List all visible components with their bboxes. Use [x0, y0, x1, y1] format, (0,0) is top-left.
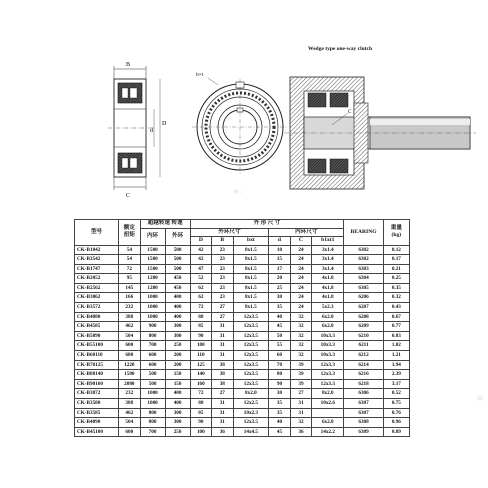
cell-model: CK-B1747 [75, 264, 119, 274]
cell-inner-speed: 1000 [140, 312, 165, 322]
cell-d: 30 [269, 389, 290, 399]
cell-b1xt1: 4x1.8 [312, 274, 344, 284]
cell-bxt: 8x1.5 [233, 274, 269, 284]
cell-inner-speed: 1000 [140, 399, 165, 409]
cell-C: 24 [290, 274, 311, 284]
cell-model: CK-B3542 [75, 255, 119, 265]
cell-B: 23 [212, 283, 233, 293]
table-row [75, 303, 410, 313]
cell-weight: 0.77 [383, 322, 409, 332]
cell-C: 39 [290, 379, 311, 389]
cell-bxt: 12x3.5 [233, 351, 269, 361]
cell-weight: 0.96 [383, 418, 409, 428]
cell-B: 31 [212, 399, 233, 409]
cell-outer-speed: 500 [165, 245, 190, 255]
table-row [75, 379, 410, 389]
cell-d: 60 [269, 351, 290, 361]
cell-D: 62 [190, 283, 211, 293]
table-row [75, 245, 410, 255]
cell-model: CK-B4090 [75, 418, 119, 428]
cell-model: CK-B55100 [75, 341, 119, 351]
cell-model: CK-B45100 [75, 427, 119, 437]
cell-C: 32 [290, 341, 311, 351]
cell-torque: 145 [119, 283, 140, 293]
cell-weight: 0.76 [383, 408, 409, 418]
cell-B: 23 [212, 264, 233, 274]
cell-B: 27 [212, 303, 233, 313]
cell-torque: 95 [119, 274, 140, 284]
cell-B: 31 [212, 351, 233, 361]
cell-b1xt1: 10x2.6 [312, 399, 344, 409]
header-outer-ring: 外环 [165, 228, 190, 245]
cell-b1xt1: 10x3.3 [312, 341, 344, 351]
cell-b1xt1: 5x2.3 [312, 303, 344, 313]
cell-bearing: 6218 [344, 379, 383, 389]
cell-outer-speed: 200 [165, 351, 190, 361]
cell-inner-speed: 800 [140, 418, 165, 428]
cell-b1xt1: 12x3.3 [312, 360, 344, 370]
cell-inner-speed: 700 [140, 427, 165, 437]
cell-bxt: 8x1.5 [233, 264, 269, 274]
cell-B: 31 [212, 418, 233, 428]
cell-model: CK-B70125 [75, 360, 119, 370]
table-row [75, 427, 410, 437]
cell-bxt: 8x1.5 [233, 293, 269, 303]
cell-weight: 0.43 [383, 303, 409, 313]
table-row [75, 283, 410, 293]
header-model: 型号 [75, 220, 119, 246]
cell-d: 15 [269, 255, 290, 265]
cell-C: 36 [290, 427, 311, 437]
installation-view [284, 77, 476, 189]
cell-bearing: 6303 [344, 264, 383, 274]
cell-model: CK-B3572 [75, 303, 119, 313]
cell-bxt: 12x3.5 [233, 379, 269, 389]
cell-C: 31 [290, 399, 311, 409]
header-torque-line2: 扭矩 [123, 232, 135, 239]
cell-weight: 1.94 [383, 360, 409, 370]
header-col-C: C [290, 237, 311, 246]
cell-b1xt1: 6x2.8 [312, 322, 344, 332]
cell-torque: 504 [119, 418, 140, 428]
header-col-B: B [212, 237, 233, 246]
cell-B: 38 [212, 360, 233, 370]
cell-torque: 388 [119, 399, 140, 409]
cell-C: 32 [290, 322, 311, 332]
cell-torque: 2080 [119, 379, 140, 389]
cell-torque: 232 [119, 389, 140, 399]
cell-bearing: 6302 [344, 255, 383, 265]
cell-outer-speed: 300 [165, 418, 190, 428]
dim-label-B: B [126, 62, 131, 68]
header-torque-line1: 额定 [123, 224, 135, 231]
cell-B: 23 [212, 255, 233, 265]
cell-torque: 600 [119, 341, 140, 351]
watermark-label: 图二 [234, 189, 242, 194]
table-row [75, 293, 410, 303]
cell-weight: 1.02 [383, 341, 409, 351]
cell-weight: 0.21 [383, 264, 409, 274]
table-row [75, 370, 410, 380]
cell-inner-speed: 500 [140, 379, 165, 389]
cell-b1xt1: 3x1.4 [312, 264, 344, 274]
cell-torque: 54 [119, 245, 140, 255]
cell-inner-speed: 800 [140, 408, 165, 418]
cell-outer-speed: 400 [165, 312, 190, 322]
header-col-b1xt1: b1xt1 [312, 237, 344, 246]
cell-bxt: 8x2.0 [233, 389, 269, 399]
cell-D: 90 [190, 418, 211, 428]
cell-bxt: 14x4.5 [233, 427, 269, 437]
cell-B: 27 [212, 389, 233, 399]
cell-inner-speed: 1200 [140, 274, 165, 284]
cell-C: 32 [290, 418, 311, 428]
cell-weight: 2.39 [383, 370, 409, 380]
cell-B: 31 [212, 408, 233, 418]
header-torque [119, 220, 140, 246]
cell-D: 42 [190, 245, 211, 255]
cell-weight: 0.75 [383, 399, 409, 409]
table-row [75, 322, 410, 332]
cell-torque: 232 [119, 303, 140, 313]
cell-outer-speed: 400 [165, 399, 190, 409]
cell-bearing: 6305 [344, 283, 383, 293]
cell-C: 39 [290, 360, 311, 370]
cell-D: 52 [190, 274, 211, 284]
edge-mark [477, 395, 483, 401]
cell-bearing: 6309 [344, 427, 383, 437]
dim-label-C-install: C [348, 110, 352, 115]
dim-label-d: d [150, 128, 153, 134]
cell-model: CK-B90160 [75, 379, 119, 389]
cell-outer-speed: 300 [165, 331, 190, 341]
cell-C: 32 [290, 331, 311, 341]
cell-bxt: 12x3.5 [233, 341, 269, 351]
cell-bearing: 6306 [344, 389, 383, 399]
cell-inner-speed: 1000 [140, 303, 165, 313]
cell-torque: 1580 [119, 370, 140, 380]
cell-b1xt1: 4x1.8 [312, 283, 344, 293]
cell-C: 24 [290, 264, 311, 274]
cell-d: 35 [269, 399, 290, 409]
cell-inner-speed: 1000 [140, 389, 165, 399]
table-row [75, 418, 410, 428]
cell-inner-speed: 600 [140, 360, 165, 370]
cell-inner-speed: 1500 [140, 264, 165, 274]
cell-b1xt1 [312, 408, 344, 418]
header-bearing: BEARING [344, 220, 383, 246]
header-weight [383, 220, 409, 246]
cell-C: 27 [290, 389, 311, 399]
cell-inner-speed: 1200 [140, 283, 165, 293]
cell-C: 32 [290, 351, 311, 361]
cell-torque: 504 [119, 331, 140, 341]
cell-model: CK-B4585 [75, 322, 119, 332]
table-row [75, 351, 410, 361]
cell-outer-speed: 200 [165, 360, 190, 370]
cell-B: 38 [212, 370, 233, 380]
cell-outer-speed: 400 [165, 293, 190, 303]
cell-bxt: 10x2.3 [233, 408, 269, 418]
cell-B: 31 [212, 322, 233, 332]
cell-B: 38 [212, 379, 233, 389]
cell-b1xt1: 6x2.8 [312, 312, 344, 322]
cell-bearing: 6307 [344, 408, 383, 418]
cell-C: 24 [290, 283, 311, 293]
cell-outer-speed: 400 [165, 389, 190, 399]
cell-B: 23 [212, 245, 233, 255]
cell-model: CK-B3072 [75, 389, 119, 399]
cell-model: CK-B3062 [75, 293, 119, 303]
table-row [75, 312, 410, 322]
cell-d: 55 [269, 341, 290, 351]
cell-bearing: 6302 [344, 245, 383, 255]
cell-B: 31 [212, 331, 233, 341]
cell-inner-speed: 1000 [140, 293, 165, 303]
cell-bearing: 6208 [344, 312, 383, 322]
table-row [75, 408, 410, 418]
cell-torque: 600 [119, 427, 140, 437]
cell-bearing: 6211 [344, 341, 383, 351]
cell-B: 31 [212, 341, 233, 351]
cell-d: 35 [269, 408, 290, 418]
cell-inner-speed: 700 [140, 341, 165, 351]
cell-outer-speed: 500 [165, 255, 190, 265]
header-col-D: D [190, 237, 211, 246]
table-row [75, 399, 410, 409]
cell-d: 25 [269, 283, 290, 293]
cell-outer-speed: 300 [165, 408, 190, 418]
cell-bxt: 8x1.5 [233, 255, 269, 265]
cell-torque: 54 [119, 255, 140, 265]
dim-label-D: D [162, 121, 167, 127]
cell-D: 160 [190, 379, 211, 389]
cell-model: CK-B5090 [75, 331, 119, 341]
cell-D: 110 [190, 351, 211, 361]
cell-inner-speed: 900 [140, 322, 165, 332]
spec-sheet [74, 219, 488, 448]
header-outer-ring-size: 外环尺寸 [190, 228, 269, 237]
cell-b1xt1: 3x1.4 [312, 255, 344, 265]
cell-bxt: 12x3.5 [233, 418, 269, 428]
cell-D: 80 [190, 399, 211, 409]
cell-model: CK-B4080 [75, 312, 119, 322]
cell-d: 40 [269, 418, 290, 428]
cell-bxt: 8x1.5 [233, 283, 269, 293]
cell-b1xt1: 10x3.3 [312, 351, 344, 361]
cell-torque: 462 [119, 408, 140, 418]
cell-outer-speed: 250 [165, 427, 190, 437]
cell-D: 80 [190, 312, 211, 322]
cell-d: 80 [269, 370, 290, 380]
cell-D: 100 [190, 427, 211, 437]
cell-bearing: 6207 [344, 303, 383, 313]
cell-d: 90 [269, 379, 290, 389]
cell-model: CK-B3580 [75, 399, 119, 409]
drawing-caption: Wedge type one-way clutch [308, 46, 373, 52]
cell-C: 24 [290, 293, 311, 303]
table-row [75, 389, 410, 399]
cell-b1xt1: 10x3.3 [312, 331, 344, 341]
cell-bxt: 8x1.5 [233, 245, 269, 255]
cell-weight: 3.17 [383, 379, 409, 389]
cell-torque: 166 [119, 293, 140, 303]
table-row [75, 274, 410, 284]
cell-D: 42 [190, 255, 211, 265]
header-dimensions: 外 形 尺 寸 [190, 220, 344, 229]
cell-weight: 0.67 [383, 312, 409, 322]
cell-D: 125 [190, 360, 211, 370]
table-row [75, 341, 410, 351]
cell-d: 17 [269, 264, 290, 274]
header-inner-ring-size: 内环尺寸 [269, 228, 344, 237]
header-overrun-speed: 超越转速 转速 [140, 220, 190, 229]
cell-D: 72 [190, 389, 211, 399]
cell-weight: 0.83 [383, 331, 409, 341]
cell-d: 50 [269, 331, 290, 341]
cell-C: 24 [290, 303, 311, 313]
cell-b1xt1: 8x2.0 [312, 389, 344, 399]
cell-d: 70 [269, 360, 290, 370]
cell-torque: 680 [119, 351, 140, 361]
cell-d: 45 [269, 322, 290, 332]
table-row [75, 331, 410, 341]
cell-bearing: 6216 [344, 370, 383, 380]
cell-b1xt1: 6x2.8 [312, 418, 344, 428]
cell-bearing: 6307 [344, 399, 383, 409]
cell-B: 23 [212, 293, 233, 303]
cell-weight: 1.21 [383, 351, 409, 361]
cell-d: 40 [269, 312, 290, 322]
header-col-bxt: bxt [233, 237, 269, 246]
cell-D: 85 [190, 322, 211, 332]
cell-bearing: 6209 [344, 322, 383, 332]
cell-bxt: 12x3.5 [233, 331, 269, 341]
cell-outer-speed: 450 [165, 283, 190, 293]
cell-bearing: 6308 [344, 418, 383, 428]
cell-bxt: 12x3.5 [233, 322, 269, 332]
cell-b1xt1: 12x3.3 [312, 379, 344, 389]
technical-drawings [108, 55, 480, 205]
cell-outer-speed: 300 [165, 322, 190, 332]
cell-outer-speed: 250 [165, 341, 190, 351]
table-row [75, 360, 410, 370]
cell-bxt: 12x3.5 [233, 370, 269, 380]
table-row [75, 264, 410, 274]
cell-C: 24 [290, 255, 311, 265]
cell-bearing: 6212 [344, 351, 383, 361]
cell-b1xt1: 3x1.4 [312, 245, 344, 255]
dim-label-C: C [126, 193, 131, 199]
cell-outer-speed: 400 [165, 303, 190, 313]
header-col-d: d [269, 237, 290, 246]
cell-torque: 462 [119, 322, 140, 332]
cell-inner-speed: 800 [140, 331, 165, 341]
cell-D: 47 [190, 264, 211, 274]
cell-weight: 0.89 [383, 427, 409, 437]
cell-torque: 1220 [119, 360, 140, 370]
cell-model: CK-B80140 [75, 370, 119, 380]
cell-model: CK-B1042 [75, 245, 119, 255]
cell-model: CK-B3585 [75, 408, 119, 418]
cell-weight: 0.17 [383, 255, 409, 265]
cell-bxt: 8x1.5 [233, 303, 269, 313]
cell-torque: 388 [119, 312, 140, 322]
cell-B: 36 [212, 427, 233, 437]
spec-table [74, 219, 410, 437]
front-view [192, 72, 288, 194]
cell-bearing: 6304 [344, 274, 383, 284]
cell-outer-speed: 450 [165, 274, 190, 284]
cell-weight: 0.52 [383, 389, 409, 399]
cell-B: 27 [212, 312, 233, 322]
cell-D: 100 [190, 341, 211, 351]
cell-D: 90 [190, 331, 211, 341]
cell-model: CK-B2052 [75, 274, 119, 284]
cell-weight: 0.25 [383, 274, 409, 284]
cell-d: 45 [269, 427, 290, 437]
cell-bearing: 6206 [344, 293, 383, 303]
cell-inner-speed: 600 [140, 351, 165, 361]
cell-weight: 0.32 [383, 293, 409, 303]
spec-table-body [75, 245, 410, 437]
cell-d: 35 [269, 303, 290, 313]
cell-C: 24 [290, 245, 311, 255]
cell-outer-speed: 150 [165, 379, 190, 389]
cell-d: 20 [269, 274, 290, 284]
cell-b1xt1: 12x3.3 [312, 370, 344, 380]
cell-weight: 0.35 [383, 283, 409, 293]
cell-torque: 72 [119, 264, 140, 274]
cell-C: 31 [290, 408, 311, 418]
cell-bxt: 12x3.5 [233, 312, 269, 322]
cell-weight: 0.12 [383, 245, 409, 255]
header-inner-ring: 内环 [140, 228, 165, 245]
cell-inner-speed: 500 [140, 370, 165, 380]
cell-inner-speed: 1500 [140, 255, 165, 265]
header-weight-line2: (kg) [391, 232, 402, 239]
cell-outer-speed: 150 [165, 370, 190, 380]
cell-D: 72 [190, 303, 211, 313]
cell-d: 30 [269, 293, 290, 303]
table-row [75, 255, 410, 265]
cell-inner-speed: 1500 [140, 245, 165, 255]
cell-D: 62 [190, 293, 211, 303]
cell-C: 39 [290, 370, 311, 380]
cell-bearing: 6210 [344, 331, 383, 341]
cell-b1xt1: 4x1.8 [312, 293, 344, 303]
header-weight-line1: 重量 [390, 224, 402, 231]
cell-model: CK-B60110 [75, 351, 119, 361]
cell-bearing: 6214 [344, 360, 383, 370]
cell-B: 23 [212, 274, 233, 284]
cell-C: 32 [290, 312, 311, 322]
section-view [108, 62, 167, 199]
cell-D: 140 [190, 370, 211, 380]
cell-model: CK-B2562 [75, 283, 119, 293]
dim-label-bxt: b×t [196, 72, 204, 78]
cell-outer-speed: 500 [165, 264, 190, 274]
cell-D: 85 [190, 408, 211, 418]
cell-b1xt1: 14x2.2 [312, 427, 344, 437]
header-row-1 [75, 220, 410, 229]
cell-bxt: 12x3.5 [233, 360, 269, 370]
cell-d: 10 [269, 245, 290, 255]
cell-bxt: 12x2.5 [233, 399, 269, 409]
